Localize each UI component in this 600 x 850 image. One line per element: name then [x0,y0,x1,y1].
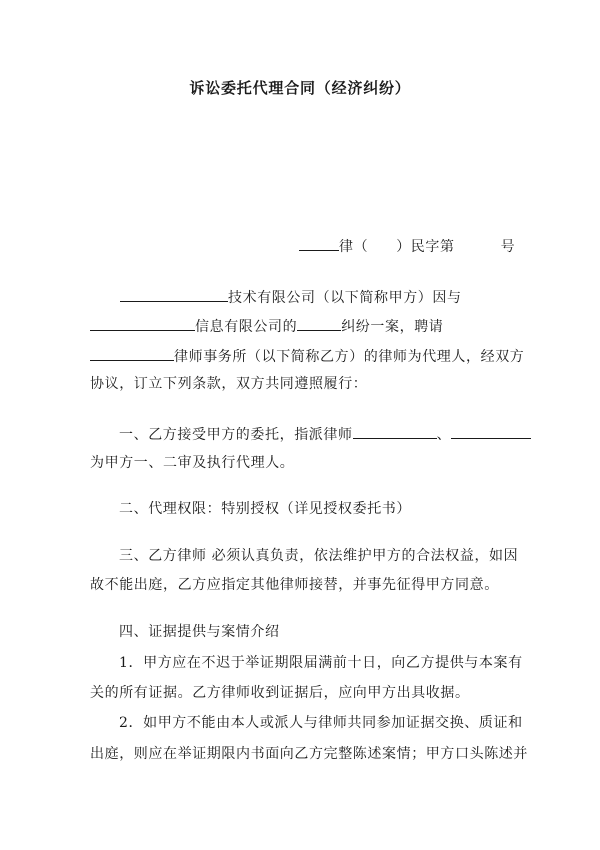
lawyer-1-blank [353,424,437,439]
party-a-text: 技术有限公司（以下简称甲方）因与 [228,290,462,306]
party-a-name-blank [120,287,228,302]
clause-4-item-1-line-2: 关的所有证据。乙方律师收到证据后，应向甲方出具收据。 [90,685,470,701]
clause-1-text: 一、乙方接受甲方的委托，指派律师 [119,427,353,443]
clause-4-item-2-line-1: 2．如甲方不能由本人或派人与律师共同参加证据交换、质证和 [119,715,523,731]
case-number-part3: 号 [500,239,516,255]
opponent-name-blank [90,316,195,331]
clause-4-item-1-line-1: 1．甲方应在不迟于举证期限届满前十日，向乙方提供与本案有 [119,655,523,671]
clause-2: 二、代理权限：特别授权（详见授权委托书） [119,501,411,517]
party-a-line [120,287,462,307]
law-firm-name-blank [90,346,174,361]
document-title: 诉讼委托代理合同（经济纠纷） [189,79,411,97]
case-number-part2: ）民字第 [396,239,455,255]
clause-3-line-1: 三、乙方律师 必须认真负责，依法维护甲方的合法权益，如因 [119,548,519,564]
agreement-line: 协议，订立下列条款，双方共同遵照履行： [90,376,368,392]
opponent-line [90,316,443,336]
clause-1-separator: 、 [436,427,452,443]
clause-4-heading: 四、证据提供与案情介绍 [119,624,280,640]
clause-4-item-2-line-2: 出庭，则应在举证期限内书面向乙方完整陈述案情；甲方口头陈述并 [90,746,528,762]
clause-3-line-2: 故不能出庭，乙方应指定其他律师接替，并事先征得甲方同意。 [90,577,499,593]
opponent-text-2: 纠纷一案，聘请 [341,319,444,335]
law-firm-code-blank [299,236,339,251]
party-b-text: 律师事务所（以下简称乙方）的律师为代理人，经双方 [174,349,525,365]
case-number-line [299,236,515,256]
opponent-text-1: 信息有限公司的 [195,319,298,335]
party-b-line [90,346,524,366]
dispute-type-blank [297,316,341,331]
clause-1-line-2: 为甲方一、二审及执行代理人。 [90,455,295,471]
lawyer-2-blank [451,424,531,439]
clause-1-line-1 [119,424,531,444]
case-number-part1: 律（ [339,239,369,255]
